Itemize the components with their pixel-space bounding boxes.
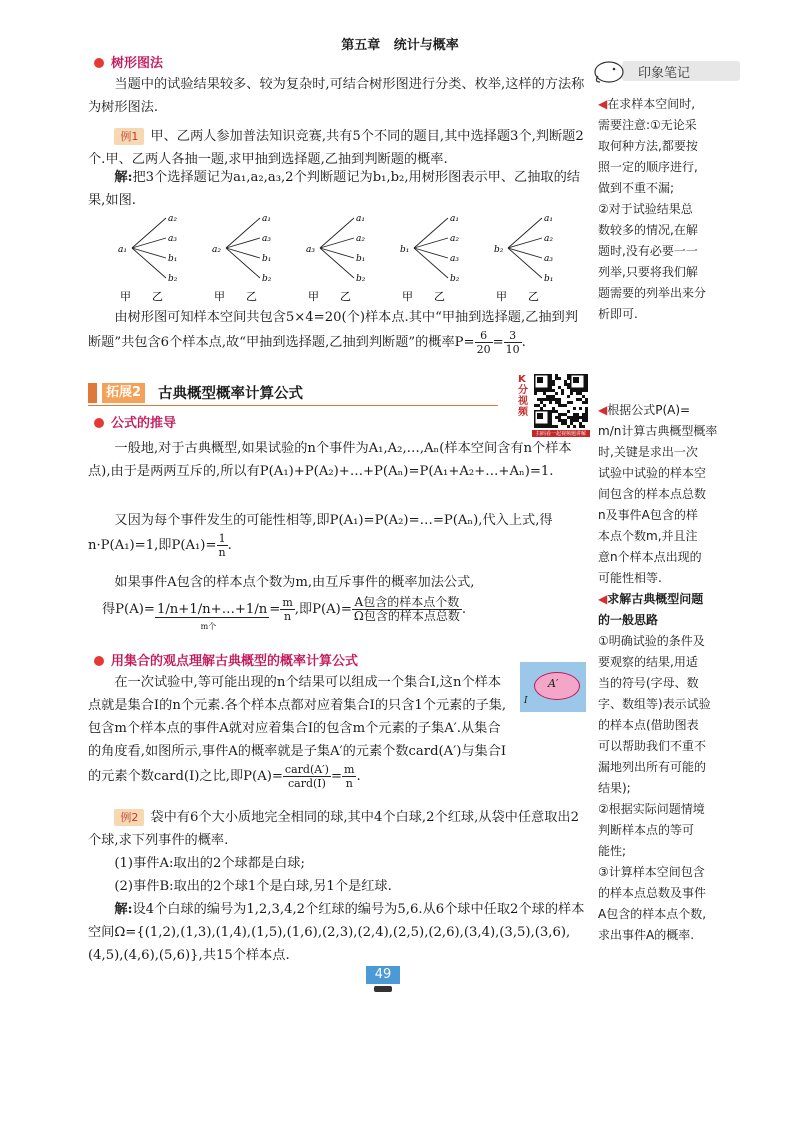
example2: 例2 袋中有6个大小质地完全相同的球,其中4个白球,2个红球,从袋中任意取出2个球,求下列事件的概率. [88,810,579,848]
side-note-line: ①明确试验的条件及 [598,634,705,648]
tree-leaf: b₂ [450,274,460,284]
probability-fraction: A包含的样本点个数 Ω包含的样本点总数 [353,595,460,623]
side-note-line: 列举,只要将我们解 [598,265,698,279]
side-note-line: m/n计算古典概型概率 [598,424,718,438]
fraction: card(A′) card(I) [284,763,329,790]
page-number-decoration [374,986,392,992]
side-note-line: 试验中试验的样本空 [598,466,707,480]
side-note-line: 时,关键是求出一次 [598,445,698,459]
side-note-line: n及事件A包含的样 [598,508,698,522]
bullet-icon [94,418,104,428]
tree-person-label: 乙 [434,290,445,303]
tree-person-label: 甲 [402,290,413,303]
tree-leaf: a₁ [356,214,365,224]
tree-diagram [110,208,580,303]
tree-branch [132,218,166,248]
set-heading: 用集合的观点理解古典概型的概率计算公式 [94,650,358,673]
tree-root: b₂ [494,245,504,255]
tree-method-heading: 树形图法 [94,52,163,75]
tree-3 [306,214,366,303]
extension-title: 古典概型概率计算公式 [158,386,303,402]
tree-leaf: a₁ [262,214,271,224]
tree-leaf: a₂ [450,234,459,244]
side-note-line: 要观察的结果,用适 [598,655,698,669]
formula-derivation-section [88,412,588,648]
tree-2 [212,214,272,303]
side-note-line: 当的符号(字母、数 [598,676,699,690]
formula-p4: 得P(A)= 1/n+1/n+…+1/n m个 = $\frac{m}{n}$ ,即P(A)= A包含的样本点个数 Ω包含的样本点总数 . [102,595,467,631]
side-note-line: ②根据实际问题情境 [598,802,705,816]
side-note-line: 漏地列出所有可能的 [598,760,707,774]
tree-leaf: b₁ [168,254,178,264]
side-note-line: 求出事件A的概率. [598,928,695,942]
tree-leaf: a₃ [450,254,459,264]
side-note-line: 的样本点总数及事件 [598,886,707,900]
tree-leaf: b₂ [262,274,272,284]
tree-root: a₁ [118,245,127,255]
tree-1 [118,214,178,303]
side-note-line: 的一般思路 [598,613,659,627]
qr-caption: 扫码看一起视频题讲解 [532,430,590,437]
formula-p2: 又因为每个事件发生的可能性相等,即P(A₁)=P(A₂)=…=P(Aₙ),代入上式,得n·P(A₁)=1,即P(A₁)= $\frac{1}{n}$ . [88,513,553,559]
tree-branch [414,218,448,248]
tree-branch [508,218,542,248]
tree-person-label: 乙 [528,290,539,303]
side-note-line: ③计算样本空间包含 [598,865,705,879]
tree-leaf: a₂ [356,234,365,244]
tree-branch [226,248,260,278]
underbrace-label: m个 [200,622,217,631]
tree-leaf: a₁ [544,214,553,224]
venn-subset-label: A′ [548,677,559,690]
sidebar-title-banner [592,58,742,84]
side-note-line: 本点个数m,并且注 [598,529,698,543]
tree-4 [400,214,460,303]
side-note-line: 间包含的样本点总数 [598,487,707,501]
page-number: 49 [366,966,400,984]
tree-leaf: a₂ [544,234,553,244]
side-note-line: 可能性相等. [598,571,662,585]
example1-solution [88,166,588,212]
tree-branch [320,218,354,248]
side-note-line: 字、数组等)表示试验 [598,697,711,711]
tree-branch [508,248,542,278]
tree-person-label: 甲 [214,290,225,303]
tree-leaf: b₁ [262,254,272,264]
tree-leaf: a₃ [262,234,271,244]
tree-leaf: b₁ [544,274,554,284]
example1 [88,125,588,171]
tree-person-label: 乙 [340,290,351,303]
side-note-line: ◀根据公式P(A)= [598,403,691,417]
side-note-line: 取何种方法,都要按 [598,139,698,153]
side-note-line: ②对于试验结果总 [598,202,693,216]
side-note-line: 题需要的列举出来分 [598,286,707,300]
page-header [0,34,800,53]
fraction: $\frac{1}{n}$ [218,532,226,559]
tree-person-label: 甲 [308,290,319,303]
set-text: 在一次试验中,等可能出现的n个结果可以组成一个集合I,这n个样本点就是集合I的n个元素.各个样本点都对应着集合I的只含1个元素的子集,包含m个样本点的事件A就对应着集合I的包含m个元素的子集A′.从集合的角度看,如图所示,事件A的概率就是子集A′的元素个数card(A′)与集合I的元素个数card(I)之比,即P(A)= card(A′) card(I) = $\frac{m}{n}$ . [88,675,507,790]
side-note-line: 判断样本点的等可 [598,823,695,837]
example2-badge: 例2 [114,809,144,826]
side-note-2 [598,400,728,946]
tree-leaf: a₃ [168,234,177,244]
tree-conclusion-text: 由树形图可知样本空间共包含5×4=20(个)样本点.其中“甲抽到选择题,乙抽到判断题”共包含6个样本点,故“甲抽到选择题,乙抽到判断题”的概率P= [88,310,578,350]
example2-q2: (2)事件B:取出的2个球1个是白球,另1个是红球. [114,879,392,894]
tree-leaf: b₂ [356,274,366,284]
side-note-line: 的样本点(借助图表 [598,718,699,732]
side-note-line: 照一定的顺序进行, [598,160,698,174]
example2-solution: 解:设4个白球的编号为1,2,3,4,2个红球的编号为5,6.从6个球中任取2个球的样本空间Ω={(1,2),(1,3),(1,4),(1,5),(1,6),(2,3),(2,4),(2,5),(2,6),(3,4),(3,5),(3,6),(4,5),(4,6),(5,6)},共15个样本点. [88,902,585,963]
tree-root: b₁ [400,245,410,255]
tree-conclusion: 由树形图可知样本空间共包含5×4=20(个)样本点.其中“甲抽到选择题,乙抽到判断题”共包含6个样本点,故“甲抽到选择题,乙抽到判断题”的概率P= $\frac{6}{20}$ = $\frac{3}{10}$ . [88,310,578,356]
example1-solution-text: 把3个选择题记为a₁,a₂,a₃,2个判断题记为b₁,b₂,用树形图表示甲、乙抽取的结果,如图. [88,170,580,208]
side-note-line: 需要注意:①无论采 [598,118,697,132]
extension-header [88,380,588,408]
side-note-line: ◀在求样本空间时, [598,97,696,111]
tree-person-label: 甲 [496,290,507,303]
tree-person-label: 甲 [120,290,131,303]
side-note-line: 能性; [598,844,627,858]
solution-label: 解: [114,170,133,185]
side-note-line: 可以帮助我们不重不 [598,739,707,753]
tree-branch [320,248,354,278]
side-note-line: 析即可. [598,307,638,321]
tree-person-label: 乙 [246,290,257,303]
tree-root: a₂ [212,245,221,255]
tree-leaf: b₁ [356,254,366,264]
chapter-label: 第五章 [341,38,381,53]
fraction: $\frac{6}{20}$ [476,329,491,356]
formula-p3: 如果事件A包含的样本点个数为m,由互斥事件的概率加法公式, [114,575,475,590]
tree-person-label: 乙 [152,290,163,303]
tree-leaf: b₂ [168,274,178,284]
sum-expression: 1/n+1/n+…+1/n [156,602,268,617]
fraction: $\frac{m}{n}$ [344,763,355,790]
example1-text: 甲、乙两人参加普法知识竞赛,共有5个不同的题目,其中选择题3个,判断题2个.甲、乙两人各抽一题,求甲抽到选择题,乙抽到判断题的概率. [88,129,584,167]
tree-5 [494,214,553,303]
tree-branch [414,248,448,278]
tree-branch [132,248,166,278]
tree-method-intro: 当题中的试验结果较多、较为复杂时,可结合树形图进行分类、枚举,这样的方法称为树形图法. [88,77,585,115]
venn-set-label: I [524,696,528,706]
tree-root: a₃ [306,245,315,255]
sidebar-title: 印象笔记 [638,66,691,81]
formula-heading: 公式的推导 [94,412,176,435]
extension-tag: 拓展2 [102,383,145,403]
side-note-line: A包含的样本点个数, [598,907,707,921]
example2-q1: (1)事件A:取出的2个球都是白球; [114,856,305,871]
example2-section [88,806,588,966]
side-note-line: 题时,没有必要一一 [598,244,698,258]
tree-branch [226,218,260,248]
qr-side-label: K 分视频 [518,374,528,418]
tree-leaf: a₂ [168,214,177,224]
side-note-line: ◀求解古典概型问题 [598,592,704,606]
side-note-line: 做到不重不漏; [598,181,675,195]
book-icon [88,383,97,403]
bullet-icon [94,656,104,666]
side-note-line: 意n个样本点出现的 [598,550,702,564]
chapter-topic: 统计与概率 [393,38,459,53]
side-note-line: 数较多的情况,在解 [598,223,698,237]
tree-leaf: a₃ [544,254,553,264]
tree-leaf: a₁ [450,214,459,224]
fraction: $\frac{m}{n}$ [282,596,293,623]
bullet-icon [94,58,104,68]
venn-diagram [520,662,586,712]
fraction: $\frac{3}{10}$ [505,329,520,356]
side-note-1 [598,94,728,325]
side-note-line: 结果); [598,781,631,795]
example1-badge: 例1 [114,128,144,145]
set-view-section [88,650,588,800]
formula-p1: 一般地,对于古典概型,如果试验的n个事件为A₁,A₂,…,Aₙ(样本空间含有n个样本点),由于是两两互斥的,所以有P(A₁)+P(A₂)+…+P(Aₙ)=P(A₁+A₂+…+Aₙ)=1. [88,441,572,479]
